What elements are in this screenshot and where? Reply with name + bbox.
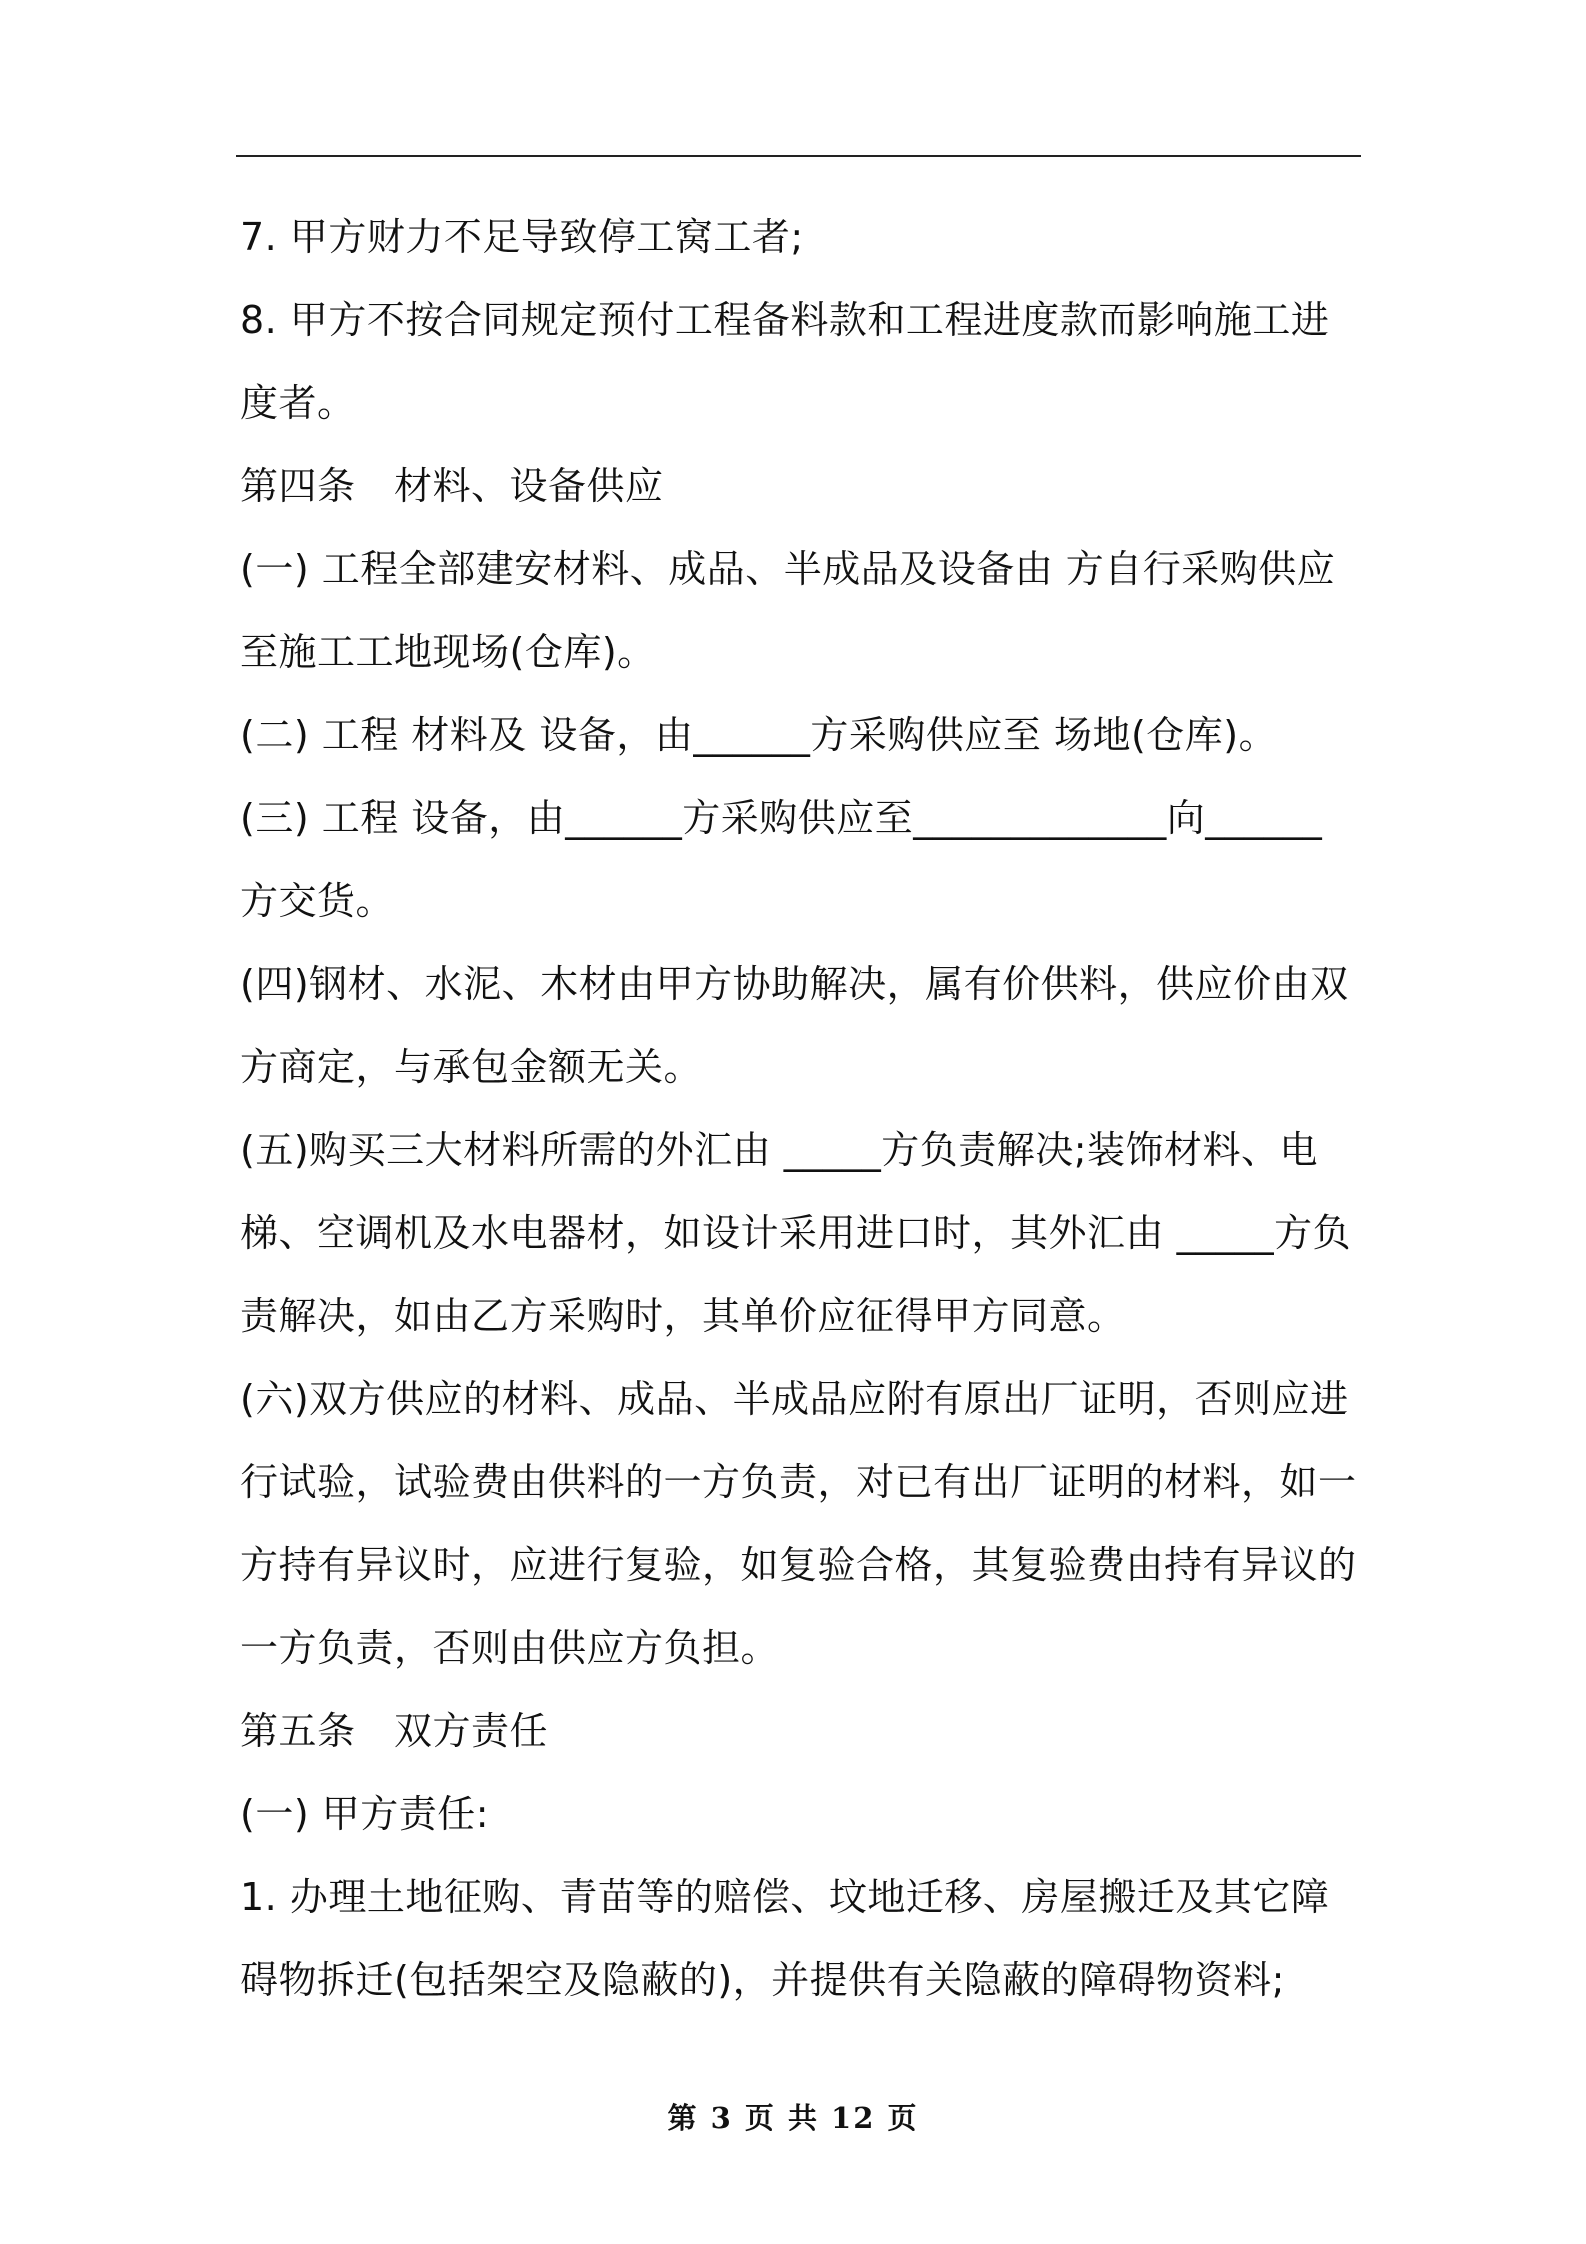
article-5-section-1-item-1: 1. 办理土地征购、青苗等的赔偿、坟地迁移、房屋搬迁及其它障碍物拆迁(包括架空及隐蔽的)，并提供有关隐蔽的障碍物资料; xyxy=(240,1875,1330,2002)
article-4-item-6: (六)双方供应的材料、成品、半成品应附有原出厂证明，否则应进行试验，试验费由供料的一方负责，对已有出厂证明的材料，如一方持有异议时，应进行复验，如复验合格，其复验费由持有异议的一方负责，否则由供应方负担。 xyxy=(240,1377,1357,1670)
clause-7: 7. 甲方财力不足导致停工窝工者; xyxy=(240,215,804,259)
article-5-section-1-heading: (一) 甲方责任: xyxy=(240,1792,490,1836)
article-4-heading: 第四条 材料、设备供应 xyxy=(240,464,664,508)
article-4-item-1: (一) 工程全部建安材料、成品、半成品及设备由 方自行采购供应至施工工地现场(仓库)。 xyxy=(240,547,1336,674)
header-divider xyxy=(236,155,1361,157)
page-number-footer: 第 3 页 共 12 页 xyxy=(667,2101,919,2135)
article-4-item-3: (三) 工程 设备，由______方采购供应至_____________向______方交货。 xyxy=(240,796,1323,923)
contract-body xyxy=(240,196,1360,2022)
clause-8: 8. 甲方不按合同规定预付工程备料款和工程进度款而影响施工进度者。 xyxy=(240,298,1330,425)
article-4-item-4: (四)钢材、水泥、木材由甲方协助解决，属有价供料，供应价由双方商定，与承包金额无关。 xyxy=(240,962,1349,1089)
article-5-heading: 第五条 双方责任 xyxy=(240,1709,549,1753)
article-4-item-2: (二) 工程 材料及 设备，由______方采购供应至 场地(仓库)。 xyxy=(240,713,1278,757)
article-4-item-5: (五)购买三大材料所需的外汇由 _____方负责解决;装饰材料、电梯、空调机及水电器材，如设计采用进口时，其外汇由 _____方负责解决，如由乙方采购时，其单价应征得甲方同意。 xyxy=(240,1128,1352,1338)
